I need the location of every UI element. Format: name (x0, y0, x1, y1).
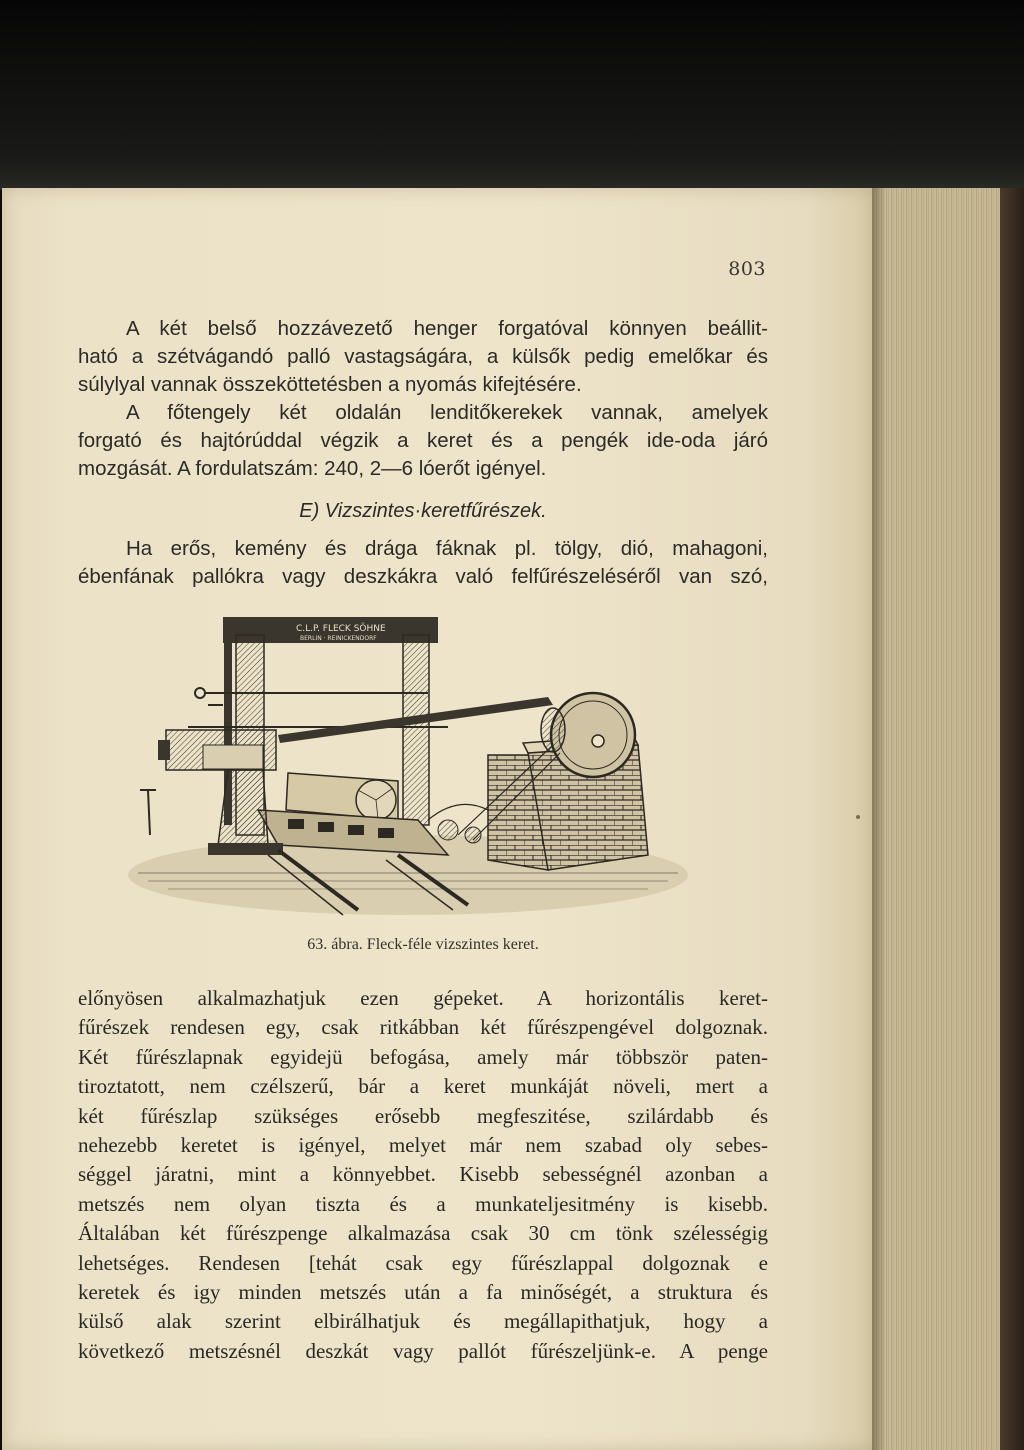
maker-plate-text: C.L.P. FLECK SÖHNE (296, 624, 386, 634)
page-number: 803 (728, 258, 766, 280)
right-column (403, 635, 429, 825)
text-line: lehetséges. Rendesen [tehát csak egy fűrészlappal dolgoznak e (78, 1250, 768, 1275)
text-line: előnyösen alkalmazhatjuk ezen gépeket. A horizontális keret- (78, 986, 768, 1010)
text-line: mozgását. A fordulatszám: 240, 2—6 lóerőt igényel. (78, 457, 547, 480)
figure-caption: 63. ábra. Fleck-féle vizszintes keret. (307, 936, 539, 953)
text-line: két fűrészlap szükséges erősebb megfeszitése, szilárdabb és (78, 1103, 768, 1128)
maker-plate-subtext: BERLIN · REINICKENDORF (300, 635, 377, 642)
text-line: A két belső hozzávezető henger forgatóval könnyen beállit- (126, 317, 768, 340)
text-line: séggel járatni, mint a könnyebbet. Kisebb sebességnél azonban a (78, 1162, 768, 1187)
saw-machine-illustration (128, 605, 688, 923)
paragraph-2 (78, 535, 768, 591)
handwheel-icon (195, 688, 205, 698)
paragraph-1 (78, 315, 768, 483)
margin-mark (856, 815, 860, 819)
paragraph-3 (78, 984, 768, 1366)
text-line: súlylyal vannak összeköttetésben a nyomás kifejtésére. (78, 373, 582, 396)
section-title: E) Vizszintes·keretfűrészek. (299, 500, 547, 522)
text-line: A főtengely két oldalán lenditőkerekek vannak, amelyek (126, 401, 768, 424)
gutter-shadow (872, 188, 886, 1450)
book-cover-edge (1000, 188, 1024, 1450)
text-line: következő metszésnél deszkát vagy pallót fűrészeljünk-e. A penge (78, 1338, 768, 1363)
text-line: ható a szétvágandó palló vastagságára, a külsők pedig emelőkar és (78, 345, 768, 368)
scan-background (0, 0, 1024, 190)
text-line: keretek és igy minden metszés után a fa minőségét, a struktura és (78, 1280, 768, 1305)
text-line: forgató és hajtórúddal végzik a keret és a pengék ide-oda járó (78, 429, 768, 452)
text-line: külső alak szerint elbirálhatjuk és megállapithatjuk, hogy a (78, 1309, 768, 1334)
text-line: Két fűrészlapnak egyidejü befogása, amely már többször paten- (78, 1044, 768, 1069)
text-line: Ha erős, kemény és drága fáknak pl. tölgy, dió, mahagoni, (126, 537, 768, 560)
text-line: fűrészek rendesen egy, csak ritkábban két fűrészpengével dolgoznak. (78, 1015, 768, 1040)
text-line: ébenfának pallókra vagy deszkákra való felfűrészeléséről van szó, (78, 565, 768, 588)
text-line: tiroztatott, nem czélszerű, bár a keret munkáját növeli, mert a (78, 1074, 768, 1099)
text-line: metszés nem olyan tiszta és a munkateljesitmény is kisebb. (78, 1191, 768, 1216)
text-line: Általában két fűrészpenge alkalmazása csak 30 cm tönk szélességig (78, 1221, 768, 1246)
text-line: nehezebb keretet is igényel, melyet már nem szabad oly sebes- (78, 1133, 768, 1158)
gear-icon (438, 820, 458, 840)
